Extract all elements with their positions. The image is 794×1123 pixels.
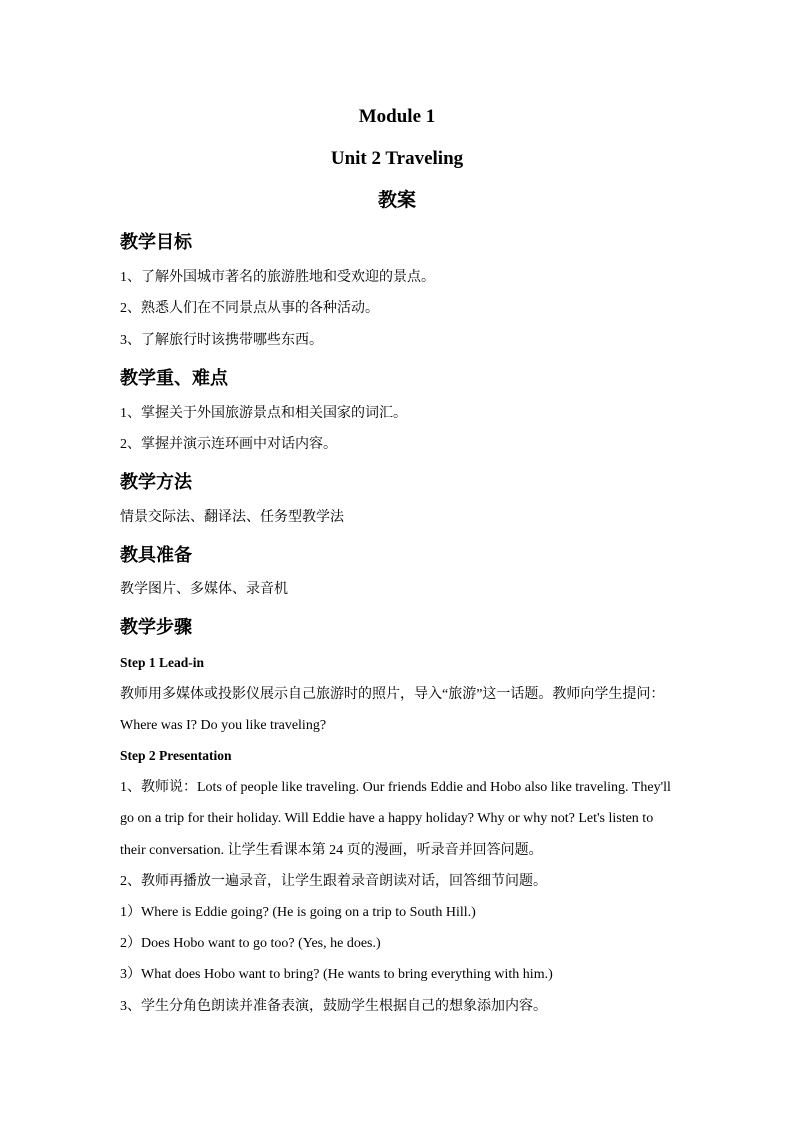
- materials-heading: 教具准备: [120, 545, 192, 565]
- methods-text: 情景交际法、翻译法、任务型教学法: [120, 510, 344, 525]
- key-point-item-1: 1、掌握关于外国旅游景点和相关国家的词汇。: [120, 406, 407, 421]
- step1-line-2: Where was I? Do you like traveling?: [120, 718, 327, 733]
- step2-line-2: go on a trip for their holiday. Will Eddie have a happy holiday? Why or why not? Let's listen to: [120, 811, 654, 826]
- module-title: Module 1: [358, 106, 436, 127]
- unit-title: Unit 2 Traveling: [330, 148, 464, 169]
- step1-line-1: 教师用多媒体或投影仪展示自己旅游时的照片，导入“旅游”这一话题。教师向学生提问：: [120, 687, 665, 702]
- step2-line-1: 1、教师说：Lots of people like traveling. Our friends Eddie and Hobo also like traveling. They'll: [120, 780, 671, 795]
- steps-heading: 教学步骤: [120, 617, 192, 637]
- methods-heading: 教学方法: [120, 472, 192, 492]
- key-points-heading: 教学重、难点: [120, 368, 228, 388]
- step2-line-5: 1）Where is Eddie going? (He is going on a trip to South Hill.): [120, 905, 476, 920]
- step1-title: Step 1 Lead-in: [120, 655, 205, 670]
- lesson-plan-title: 教案: [377, 190, 416, 211]
- goals-heading: 教学目标: [120, 232, 192, 252]
- step2-line-4: 2、教师再播放一遍录音，让学生跟着录音朗读对话，回答细节问题。: [120, 874, 547, 889]
- key-point-item-2: 2、掌握并演示连环画中对话内容。: [120, 437, 337, 452]
- step2-line-8: 3、学生分角色朗读并准备表演，鼓励学生根据自己的想象添加内容。: [120, 999, 547, 1014]
- step2-line-7: 3）What does Hobo want to bring? (He wants to bring everything with him.): [120, 967, 553, 982]
- goal-item-3: 3、了解旅行时该携带哪些东西。: [120, 333, 323, 348]
- step2-line-6: 2）Does Hobo want to go too? (Yes, he does.): [120, 936, 381, 951]
- goal-item-2: 2、熟悉人们在不同景点从事的各种活动。: [120, 301, 379, 316]
- step2-title: Step 2 Presentation: [120, 748, 232, 763]
- goal-item-1: 1、了解外国城市著名的旅游胜地和受欢迎的景点。: [120, 270, 435, 285]
- materials-text: 教学图片、多媒体、录音机: [120, 582, 288, 597]
- step2-line-3: their conversation. 让学生看课本第 24 页的漫画，听录音并回答问题。: [120, 843, 543, 858]
